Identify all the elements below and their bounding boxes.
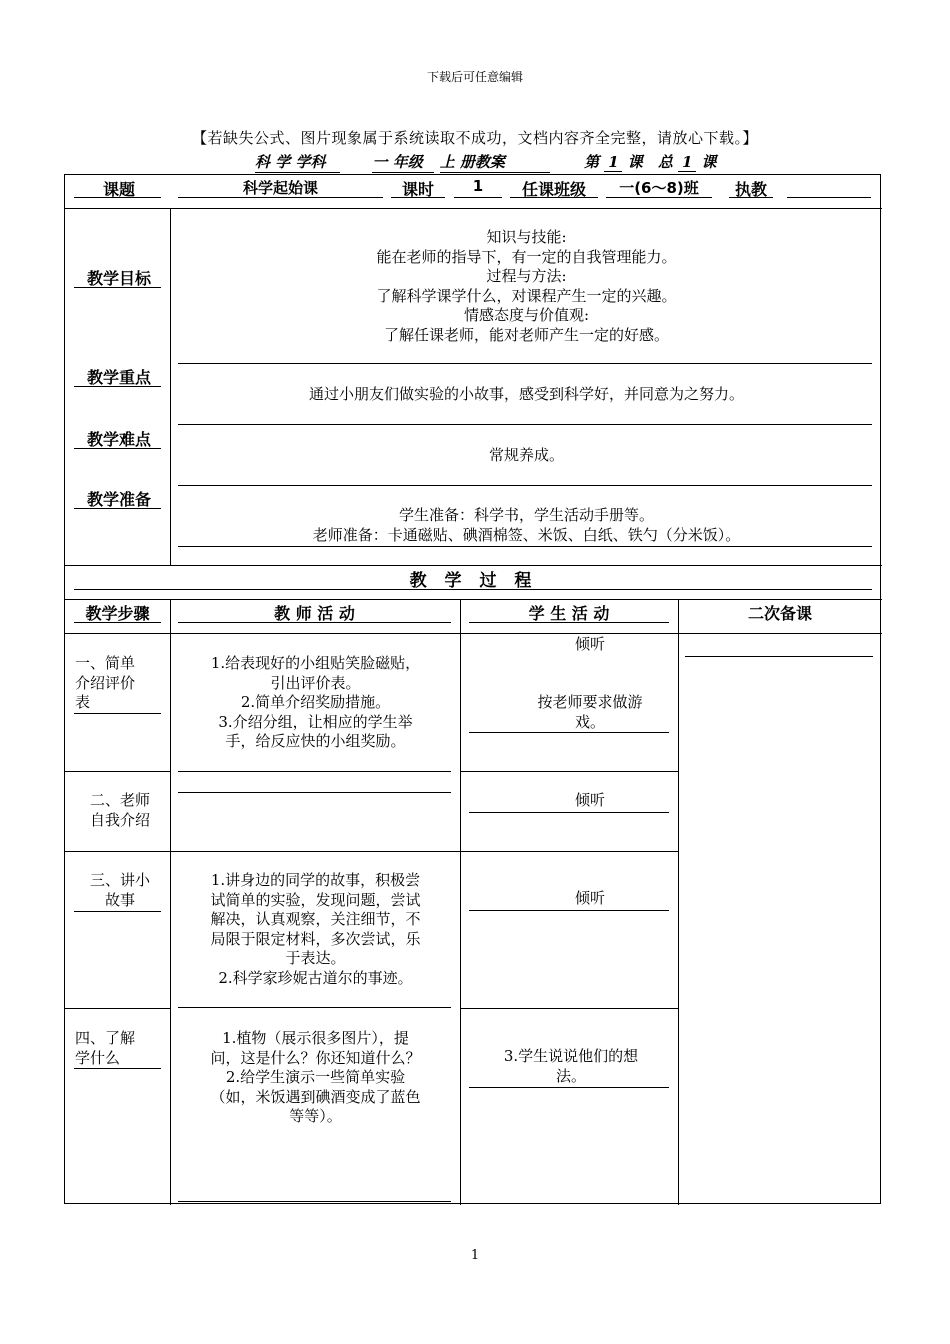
teacher-activity-header: 教 师 活 动: [274, 604, 355, 623]
teacher-line: 2.简单介绍奖励措施。: [240, 693, 391, 711]
teacher-line: 2.科学家珍妮古道尔的事迹。: [218, 968, 413, 987]
hours-label: 课时: [401, 180, 434, 199]
step-3-teacher-activity: [171, 871, 460, 988]
key-point-label: 教学重点: [86, 368, 151, 387]
difficulty-label: 教学难点: [86, 430, 151, 449]
goals-line: 过程与方法:: [486, 267, 567, 285]
student-line: 3.学生说说他们的想: [503, 1047, 639, 1065]
goals-line: 了解科学课学什么，对课程产生一定的兴趣。: [376, 286, 677, 305]
preparation-content: [171, 506, 882, 545]
step-line: 故事: [104, 890, 135, 909]
goals-line: 情感态度与价值观:: [463, 306, 590, 324]
goals-label: 教学目标: [86, 269, 151, 288]
teacher-line: 1.植物（展示很多图片），提: [222, 1029, 409, 1047]
teacher-line: 1.给表现好的小组贴笑脸磁贴，: [210, 654, 421, 672]
goals-line: 了解任课老师，能对老师产生一定的好感。: [383, 325, 669, 344]
preparation-line: 老师准备：卡通磁贴、碘酒棉签、米饭、白纸、铁勺（分米饭）。: [312, 525, 741, 544]
process-title: 教 学 过 程: [409, 571, 538, 591]
teacher-line: 手，给反应快的小组奖励。: [225, 732, 406, 750]
hours-value: 1: [472, 177, 484, 195]
teacher-line: （如，米饭遇到碘酒变成了蓝色: [210, 1087, 421, 1106]
teacher-line: 3.介绍分组，让相应的学生举: [218, 712, 413, 731]
step-line: 四、了解: [75, 1029, 136, 1047]
student-line: 戏。: [574, 712, 605, 731]
step-header: 教学步骤: [85, 604, 150, 623]
lesson-number: 1: [604, 153, 622, 172]
step-4-student-activity: [467, 1047, 675, 1086]
teacher-line: 问，这是什么？你还知道什么？: [210, 1048, 421, 1067]
step-line: 学什么: [75, 1048, 121, 1067]
step-1-title: [75, 654, 165, 713]
step-line: 自我介绍: [89, 810, 150, 829]
second-prep-header: 二次备课: [747, 604, 812, 623]
preparation-line: 学生准备：科学书，学生活动手册等。: [398, 506, 654, 524]
student-activity-header: 学 生 活 动: [528, 604, 610, 623]
teacher-line: 于表达。: [285, 949, 346, 967]
goals-line: 知识与技能:: [486, 228, 567, 246]
goals-line: 能在老师的指导下，有一定的自我管理能力。: [376, 247, 677, 266]
teacher-line: 1.讲身边的同学的故事，积极尝: [210, 871, 421, 889]
total-prefix: 总: [657, 153, 673, 171]
teacher-line: 等等）。: [289, 1107, 342, 1125]
student-line: 法。: [555, 1066, 586, 1085]
step-1-student-activity: [490, 635, 690, 694]
goals-content: [171, 228, 882, 345]
step-4-title: [75, 1029, 165, 1068]
student-line: [490, 655, 690, 675]
student-line: 倾听: [574, 791, 605, 809]
student-line: [490, 674, 690, 694]
student-line: 倾听: [574, 635, 605, 653]
teacher-line: 2.给学生演示一些简单实验: [225, 1068, 406, 1086]
grade: 一 年级: [372, 151, 434, 173]
step-line: 介绍评价: [75, 673, 136, 692]
step-line: 三、讲小: [89, 871, 150, 889]
difficulty-text: 常规养成。: [488, 446, 564, 464]
step-3-student-activity: [490, 889, 690, 909]
step-4-teacher-activity: [171, 1029, 460, 1127]
step-3-title: [75, 871, 165, 910]
topic-label: 课题: [102, 180, 135, 199]
step-line: 一、简单: [75, 654, 136, 672]
teacher-label: 执教: [734, 180, 767, 199]
class-value: 一(6～8)班: [619, 179, 699, 197]
lesson-header-line: [255, 151, 716, 173]
class-label: 任课班级: [521, 180, 586, 199]
lesson-label: 课: [627, 153, 643, 171]
page-number: 1: [470, 1248, 480, 1263]
total-label: 课: [701, 153, 717, 171]
preparation-label: 教学准备: [86, 490, 151, 509]
key-point-text: 通过小朋友们做实验的小故事，感受到科学好，并同意为之努力。: [308, 385, 744, 403]
lesson-prefix: 第: [584, 153, 600, 171]
step-line: 二、老师: [89, 791, 150, 809]
step-1-student-activity-2: [490, 693, 690, 732]
topic-value: 科学起始课: [242, 179, 318, 197]
teacher-line: 解决，认真观察，关注细节，不: [210, 910, 421, 928]
lesson-plan-table: [64, 174, 881, 1204]
volume: 上 册教案: [440, 151, 550, 173]
top-note: 下载后可任意编辑: [426, 70, 523, 84]
teacher-line: 局限于限定材料，多次尝试，乐: [210, 929, 421, 948]
teacher-line: 引出评价表。: [270, 673, 361, 692]
step-1-teacher-activity: [171, 654, 460, 752]
download-notice: 【若缺失公式、图片现象属于系统读取不成功，文档内容齐全完整，请放心下载。】: [191, 129, 758, 147]
teacher-line: 试简单的实验，发现问题，尝试: [210, 890, 421, 909]
step-line: 表: [75, 693, 91, 711]
total-number: 1: [678, 153, 696, 172]
subject: 科 学 学科: [255, 151, 340, 173]
student-line: 倾听: [574, 889, 605, 907]
student-line: 按老师要求做游: [537, 693, 643, 711]
step-2-student-activity: [490, 791, 690, 811]
step-2-title: [75, 791, 165, 830]
